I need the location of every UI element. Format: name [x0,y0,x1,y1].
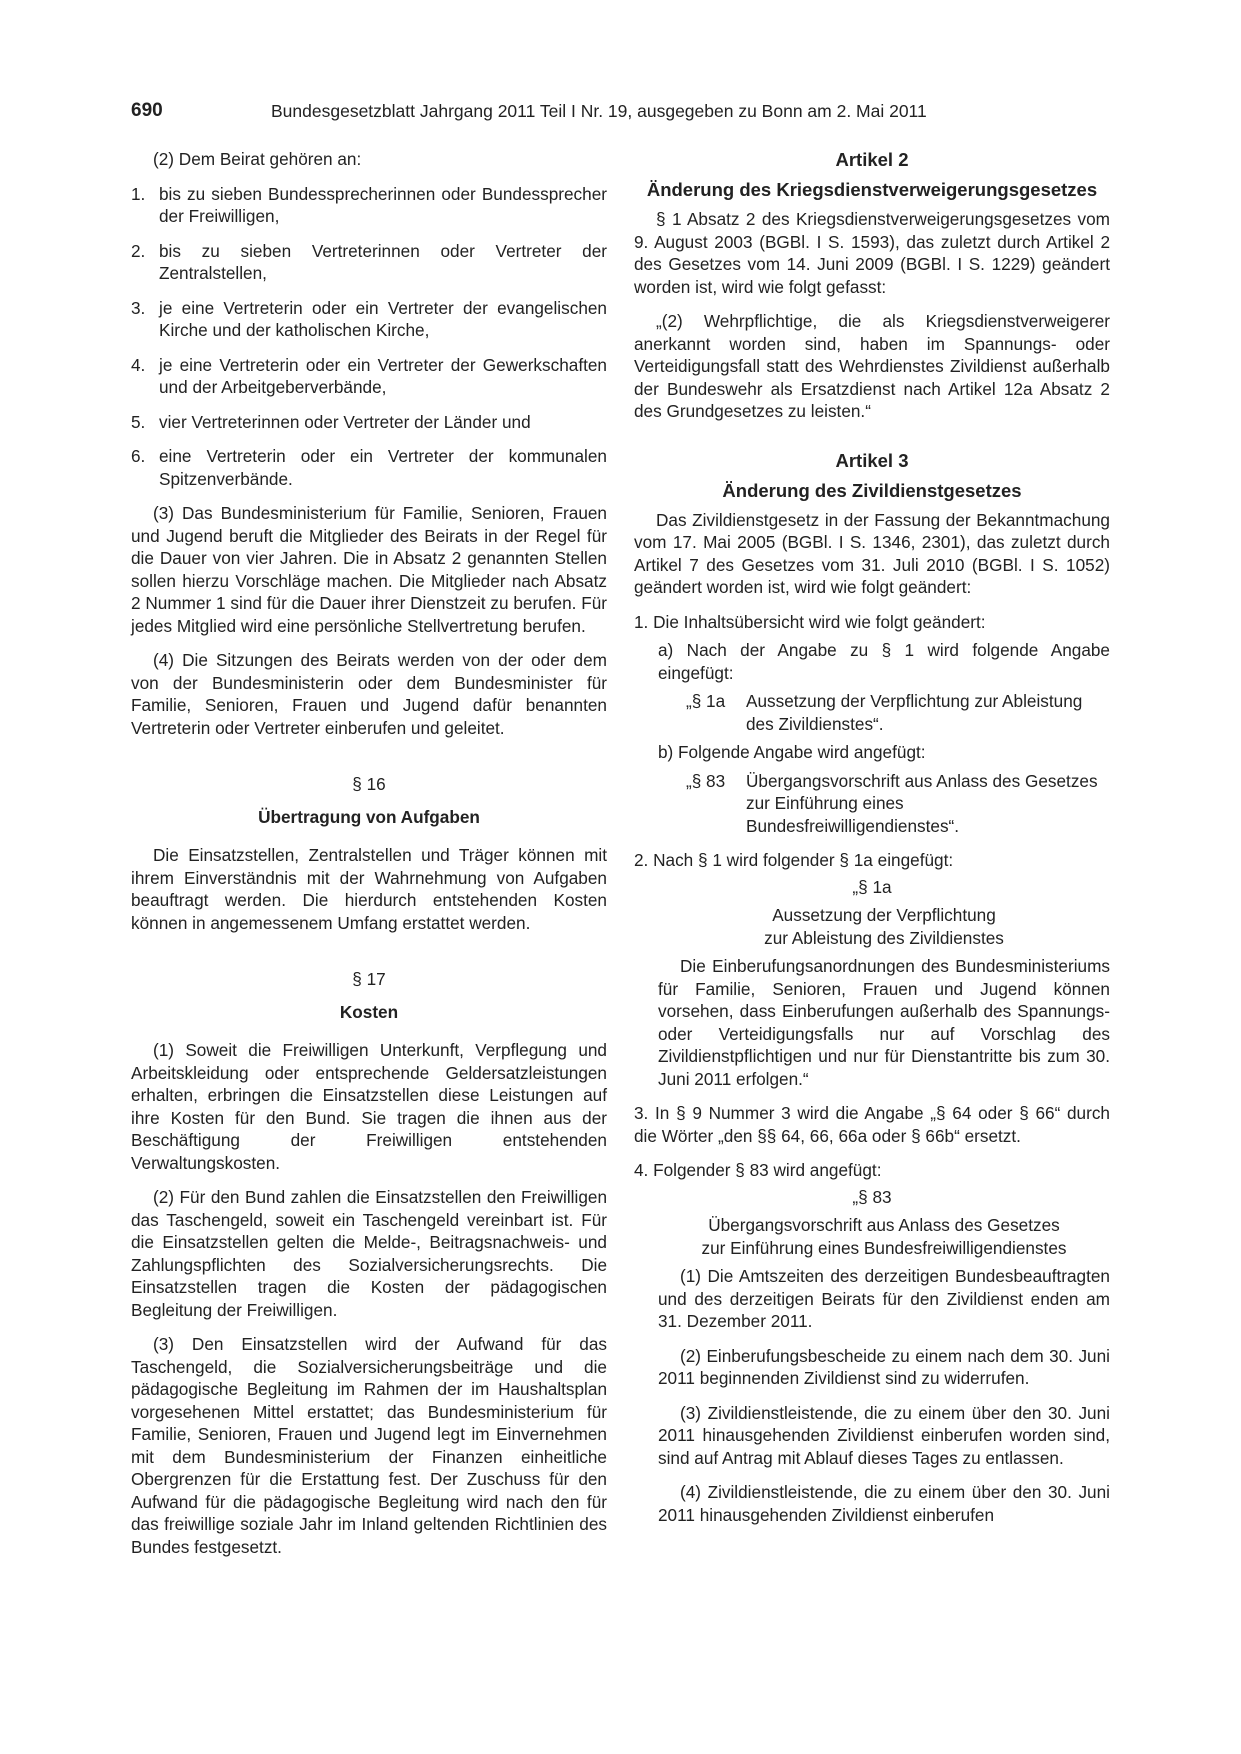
section-17-number: § 17 [352,969,386,989]
article-2-paragraph-1: § 1 Absatz 2 des Kriegsdienstverweigerungsgesetzes vom 9. August 2003 (BGBl. I S. 1593), das zuletzt durch Artikel 2 des Gesetzes vom 14. Juni 2009 (BGBl. I S. 1229) geändert worden ist, wird wie folgt gefasst: [634,209,1110,297]
item-2: 2. Nach § 1 wird folgender § 1a eingefügt: [634,850,954,870]
item-2-text: Die Einberufungsanordnungen des Bundesministeriums für Familie, Senioren, Frauen und Jugend können vorsehen, dass Einberufungen außerhalb des Spannungs- oder Verteidigungsfalls nur auf Vorschlag des Zivildienstpflichtigen und nur für Dienstantritte bis zum 30. Juni 2011 erfolgen.“ [658,956,1110,1089]
article-3-label: Artikel 3 [835,449,909,471]
article-2-title: Änderung des Kriegsdienstverweigerungsgesetzes [646,179,1098,200]
paragraph-3: (3) Das Bundesministerium für Familie, Senioren, Frauen und Jugend beruft die Mitglieder des Beirats in der Regel für die Dauer von vier Jahren. Die in Absatz 2 genannten Stellen sollen hierzu Vorschläge machen. Die Mitglieder nach Absatz 2 Nummer 1 sind für die Dauer ihrer Dienstzeit zu berufen. Für jedes Mitglied wird eine persönliche Stellvertretung berufen. [131,503,607,636]
section-17-title: Kosten [339,1001,399,1022]
article-2-paragraph-2: „(2) Wehrpflichtige, die als Kriegsdienstverweigerer anerkannt worden sind, haben im Spannungs- oder Verteidigungsfall statt des Wehrdienstes Zivildienst außerhalb der Bundeswehr als Ersatzdienst nach Artikel 12a Absatz 2 des Grundgesetzes zu leisten.“ [634,311,1110,421]
section-17-paragraph-2: (2) Für den Bund zahlen die Einsatzstellen den Freiwilligen das Taschengeld, soweit ein Taschengeld vereinbart ist. Für die Einsatzstellen gelten die Melde-, Beitragsnachweis- und Zahlungspflichten des Sozialversicherungsrechts. Die Einsatzstellen tragen die Kosten der pädagogischen Begleitung der Freiwilligen. [131,1187,607,1320]
section-17-paragraph-1: (1) Soweit die Freiwilligen Unterkunft, Verpflegung und Arbeitskleidung oder entsprechende Geldersatzleistungen erhalten, erbringen die Einsatzstellen diese Leistungen auf ihre Kosten für den Bund. Sie tragen die ihnen aus der Beschäftigung der Freiwilligen entstehenden Verwaltungskosten. [131,1040,607,1173]
article-2-label: Artikel 2 [835,149,909,170]
list-item: 6. eine Vertreterin oder ein Vertreter der kommunalen Spitzenverbände. [131,446,607,489]
item-1: 1. Die Inhaltsübersicht wird wie folgt geändert: [634,611,986,632]
item-4-paragraph-1: (1) Die Amtszeiten des derzeitigen Bundesbeauftragten und des derzeitigen Beirats für den Zivildienst enden am 31. Dezember 2011. [658,1266,1110,1331]
list-item: 4. je eine Vertreterin oder ein Vertreter der Gewerkschaften und der Arbeitgeberverbände, [131,354,607,397]
section-16-number: § 16 [352,774,386,794]
item-4-paragraph-4: (4) Zivildienstleistende, die zu einem über den 30. Juni 2011 hinausgehenden Zivildienst einberufen [658,1482,1110,1525]
item-2-title-line-1: Aussetzung der Verpflichtung [772,905,996,925]
list-item: 1. bis zu sieben Bundessprecherinnen oder Bundessprecher der Freiwilligen, [131,183,607,226]
item-1b-quote: „§ 83 Übergangsvorschrift aus Anlass des Gesetzes zur Einführung eines Bundesfreiwilligendienstes“. [686,770,1098,836]
item-3: 3. In § 9 Nummer 3 wird die Angabe „§ 64 oder § 66“ durch die Wörter „den §§ 64, 66, 66a oder § 66b“ ersetzt. [634,1103,1110,1146]
section-16-title: Übertragung von Aufgaben [258,806,480,827]
item-4-title-line-2: zur Einführung eines Bundesfreiwilligendienstes [701,1237,1067,1258]
item-2-section-number: „§ 1a [852,876,892,897]
page-number: 690 [131,100,163,121]
right-column [634,148,1110,1538]
page-header [131,100,1110,130]
item-1a-quote: „§ 1a Aussetzung der Verpflichtung zur Ableistung des Zivildienstes“. [686,691,1083,734]
item-1a: a) Nach der Angabe zu § 1 wird folgende Angabe eingefügt: [658,640,1110,683]
item-4: 4. Folgender § 83 wird angefügt: [634,1160,882,1180]
list-item: 5. vier Vertreterinnen oder Vertreter der Länder und [131,411,531,432]
item-1b: b) Folgende Angabe wird angefügt: [658,742,926,762]
article-3-paragraph-1: Das Zivildienstgesetz in der Fassung der Bekanntmachung vom 17. Mai 2005 (BGBl. I S. 1346, 2301), das zuletzt durch Artikel 7 des Gesetzes vom 31. Juli 2010 (BGBl. I S. 1052) geändert worden ist, wird wie folgt geändert: [634,509,1110,597]
item-4-section-number: „§ 83 [852,1186,892,1207]
section-17-paragraph-3: (3) Den Einsatzstellen wird der Aufwand für das Taschengeld, die Sozialversicherungsbeiträge und die pädagogische Begleitung im Rahmen der im Haushaltsplan vorgesehenen Mittel erstattet; das Bundesministerium für Familie, Senioren, Frauen und Jugend legt im Einvernehmen mit dem Bundesministerium der Finanzen einheitliche Obergrenzen für die Erstattung fest. Der Zuschuss für den Aufwand für die pädagogische Begleitung wird nach den für das freiwillige soziale Jahr im Inland geltenden Richtlinien des Bundes festgesetzt. [131,1334,607,1557]
item-4-title-line-1: Übergangsvorschrift aus Anlass des Gesetzes [708,1215,1060,1235]
header-title: Bundesgesetzblatt Jahrgang 2011 Teil I Nr. 19, ausgegeben zu Bonn am 2. Mai 2011 [271,101,927,121]
section-16-text: Die Einsatzstellen, Zentralstellen und Träger können mit ihrem Einverständnis mit der Wahrnehmung von Aufgaben beauftragt werden. Die hierdurch entstehenden Kosten können in angemessenem Umfang erstattet werden. [131,845,607,933]
article-3-title: Änderung des Zivildienstgesetzes [722,479,1022,501]
left-column [131,148,607,1570]
list-item: 2. bis zu sieben Vertreterinnen oder Vertreter der Zentralstellen, [131,240,607,283]
item-2-title-line-2: zur Ableistung des Zivildienstes [764,927,1004,948]
item-4-paragraph-3: (3) Zivildienstleistende, die zu einem über den 30. Juni 2011 hinausgehenden Zivildienst einberufen worden sind, sind auf Antrag mit Ablauf dieses Tages zu entlassen. [658,1402,1110,1468]
list-item: 3. je eine Vertreterin oder ein Vertreter der evangelischen Kirche und der katholischen Kirche, [131,297,607,340]
item-4-paragraph-2: (2) Einberufungsbescheide zu einem nach dem 30. Juni 2011 beginnenden Zivildienst sind zu widerrufen. [658,1345,1110,1388]
paragraph-2-intro: (2) Dem Beirat gehören an: [153,149,362,169]
paragraph-4: (4) Die Sitzungen des Beirats werden von der oder dem von der Bundesministerin oder dem Bundesminister für Familie, Senioren, Frauen und Jugend dafür benannten Vertreterin oder Vertreter einberufen und geleitet. [131,650,607,738]
